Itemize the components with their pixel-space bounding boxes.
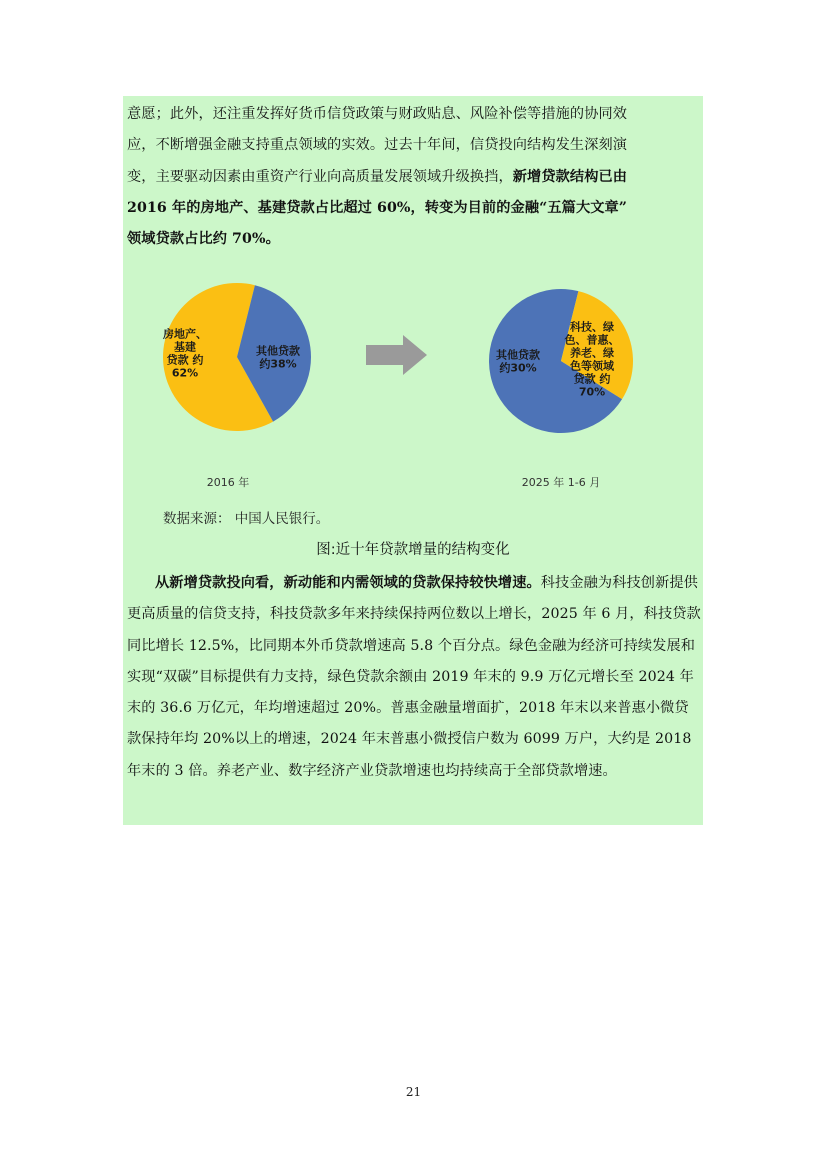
para1-line: 意愿；此外，还注重发挥好货币信贷政策与财政贴息、风险补偿等措施的协同效 <box>127 106 628 122</box>
intro-paragraph <box>127 99 701 255</box>
loan-structure-chart <box>123 275 703 500</box>
year-label-2025: 2025 年 1-6 月 <box>521 476 601 489</box>
pie-label-line: 科技、绿 <box>570 320 614 334</box>
para1-line: 应，不断增强金融支持重点领域的实效。过去十年间，信贷投向结构发生深刻演 <box>127 137 628 154</box>
pie-label-line: 其他贷款 <box>496 348 540 362</box>
pie-label-line: 约38% <box>259 357 297 371</box>
pie-label-line: 色等领域 <box>570 359 614 373</box>
body-paragraph <box>127 568 701 787</box>
para1-line: 领域贷款占比约 70%。 <box>127 231 280 248</box>
para1-line: 变，主要驱动因素由重资产行业向高质量发展领域升级换挡，新增贷款结构已由 <box>127 168 628 185</box>
pie-label-line: 62% <box>171 366 199 380</box>
pie-label-line: 色、普惠、 <box>564 333 620 347</box>
page-number: 21 <box>405 1085 422 1099</box>
figure-caption: 图:近十年贷款增量的结构变化 <box>316 542 510 558</box>
pie-slice-label <box>496 348 541 375</box>
pie-slice-label <box>256 344 301 371</box>
pie-label-line: 70% <box>578 385 606 399</box>
pie-label-line: 其他贷款 <box>256 344 300 358</box>
pie-label-line: 房地产、 <box>163 327 207 341</box>
year-label-2016: 2016 年 <box>206 476 250 489</box>
pie-chart-2025 <box>489 289 633 433</box>
para2-lead: 从新增贷款投向看，新动能和内需领域的贷款保持较快增速。 <box>155 575 541 591</box>
para2-text: 科技金融为科技创新提供更高质量的信贷支持，科技贷款多年来持续保持两位数以上增长，2025 年 6 月，科技贷款同比增长 12.5%，比同期本外币贷款增速高 5.8 个百分点。绿色金融为经济可持续发展和实现“双碳”目标提供有力支持，绿色贷款余额由 2019 年末的 9.9 万亿元增长至 2024 年末的 36.6 万亿元，年均增速超过 20%。普惠金融量增面扩，2018 年末以来普惠小微贷款保持年均 20%以上的增速，2024 年末普惠小微授信户数为 6099 万户，大约是 2018 年末的 3 倍。养老产业、数字经济产业贷款增速也均持续高于全部贷款增速。 <box>127 575 701 779</box>
pie-label-line: 基建 <box>174 340 196 354</box>
pie-label-line: 约30% <box>499 361 537 375</box>
pie-label-line: 贷款 约 <box>166 353 204 367</box>
pie-label-line: 养老、绿 <box>570 346 614 360</box>
data-source-note: 数据来源： 中国人民银行。 <box>163 511 330 527</box>
right-arrow-icon <box>366 335 427 375</box>
pie-label-line: 贷款 约 <box>573 372 611 386</box>
para1-line: 2016 年的房地产、基建贷款占比超过 60%，转变为目前的金融“五篇大文章” <box>127 199 628 216</box>
pie-chart-2016 <box>162 283 311 431</box>
